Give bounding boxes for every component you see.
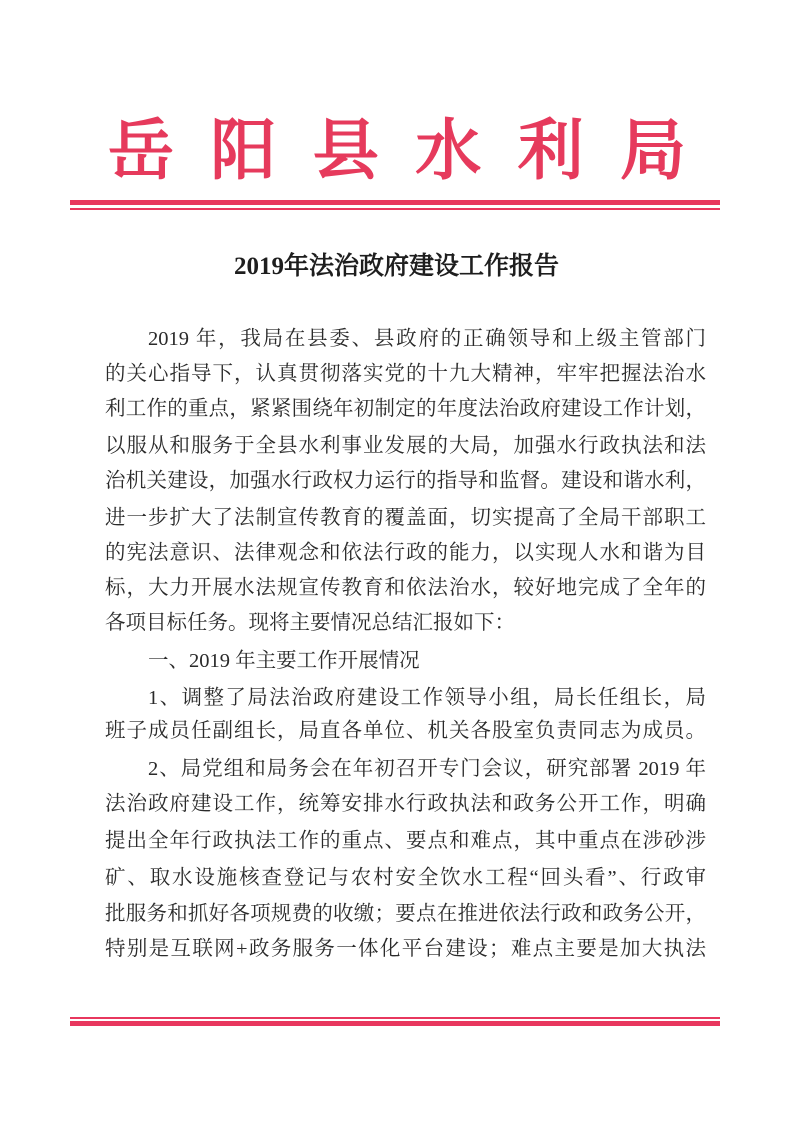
body-line: 班子成员任副组长，局直各单位、机关各股室负责同志为成员。: [105, 720, 706, 742]
body-line: 矿、取水设施核查登记与农村安全饮水工程“回头看”、行政审: [105, 867, 706, 889]
body-line: 治机关建设，加强水行政权力运行的指导和监督。建设和谐水利，: [105, 470, 706, 492]
org-masthead: 岳阳县水利局: [108, 115, 688, 188]
body-line: 标，大力开展水法规宣传教育和依法治水，较好地完成了全年的: [105, 577, 706, 599]
body-line: 利工作的重点，紧紧围绕年初制定的年度法治政府建设工作计划，: [105, 398, 706, 420]
body-line: 2019 年，我局在县委、县政府的正确领导和上级主管部门: [148, 328, 706, 350]
body-line: 1、调整了局法治政府建设工作领导小组，局长任组长，局: [148, 687, 706, 709]
body-line: 提出全年行政执法工作的重点、要点和难点，其中重点在涉砂涉: [105, 830, 706, 852]
section-heading: 一、2019 年主要工作开展情况: [148, 650, 420, 672]
body-line: 批服务和抓好各项规费的收缴；要点在推进依法行政和政务公开，: [105, 903, 706, 925]
header-rule-thick: [70, 200, 720, 205]
footer-rule-thin: [70, 1017, 720, 1019]
body-line: 2、局党组和局务会在年初召开专门会议，研究部署 2019 年: [148, 758, 706, 780]
body-line: 以服从和服务于全县水利事业发展的大局，加强水行政执法和法: [105, 435, 706, 457]
body-line: 法治政府建设工作，统筹安排水行政执法和政务公开工作，明确: [105, 793, 706, 815]
footer-rule-thick: [70, 1021, 720, 1026]
body-line: 进一步扩大了法制宣传教育的覆盖面，切实提高了全局干部职工: [105, 507, 706, 529]
document-title: 2019年法治政府建设工作报告: [233, 253, 559, 280]
body-line: 特别是互联网+政务服务一体化平台建设；难点主要是加大执法: [105, 938, 706, 960]
body-line: 的宪法意识、法律观念和依法行政的能力，以实现人水和谐为目: [105, 542, 706, 564]
body-line: 各项目标任务。现将主要情况总结汇报如下：: [105, 612, 515, 634]
header-rule-thin: [70, 208, 720, 210]
body-line: 的关心指导下，认真贯彻落实党的十九大精神，牢牢把握法治水: [105, 363, 706, 385]
